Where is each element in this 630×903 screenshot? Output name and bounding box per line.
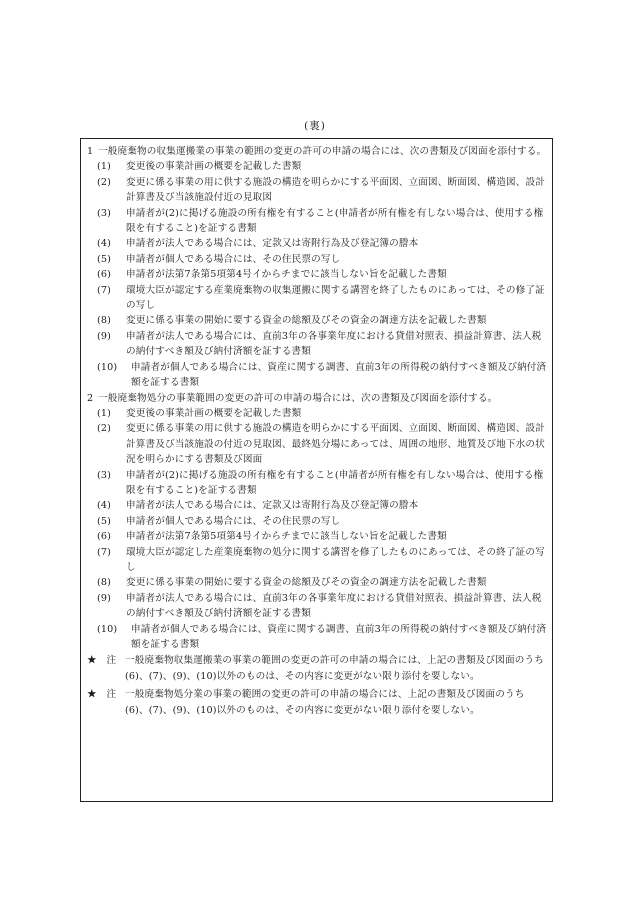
item-text: 環境大臣が認定する産業廃棄物の収集運搬に関する講習を終了したものにあっては、その修了証の写し <box>126 284 545 312</box>
note-marker: ★ 注 <box>87 655 117 667</box>
item-text: 変更に係る事業の開始に要する資金の総額及びその資金の調達方法を記載した書類 <box>126 577 487 589</box>
section-marker: 2 <box>87 392 94 404</box>
section-marker: 1 <box>87 146 94 157</box>
section-text: 一般廃棄物の収集運搬業の事業の範囲の変更の許可の申請の場合には、次の書類及び図面を添付する。 <box>98 146 547 157</box>
item-marker: (2) <box>97 176 112 188</box>
list-item <box>87 529 547 544</box>
list-item <box>87 575 547 590</box>
list-item <box>87 283 547 314</box>
item-text: 申請者が法人である場合には、定款又は寄附行為及び登記簿の謄本 <box>126 238 419 250</box>
item-marker: (10) <box>97 361 118 373</box>
list-item <box>87 159 547 174</box>
list-item <box>87 360 547 391</box>
note-text: 一般廃棄物収集運搬業の事業の範囲の変更の許可の申請の場合には、上記の書類及び図面のうち(6)、(7)、(9)、(10)以外のものは、その内容に変更がない限り添付を要しない。 <box>125 655 544 682</box>
item-text: 変更に係る事業の開始に要する資金の総額及びその資金の調達方法を記載した書類 <box>126 315 487 327</box>
item-text: 変更後の事業計画の概要を記載した書類 <box>126 161 302 173</box>
item-text: 変更に係る事業の用に供する施設の構造を明らかにする平面図、立面図、断面図、構造図、設計計算書及び当該施設付近の見取図 <box>126 176 545 204</box>
list-item <box>87 591 547 622</box>
note-marker: ★ 注 <box>87 689 117 701</box>
document-box <box>80 138 553 802</box>
item-marker: (8) <box>97 577 112 589</box>
item-marker: (1) <box>97 161 112 173</box>
item-marker: (10) <box>97 623 118 635</box>
page-heading: (裏) <box>304 120 326 132</box>
list-item <box>87 622 547 653</box>
section-1-heading <box>87 144 547 159</box>
note-1 <box>87 653 547 684</box>
item-text: 申請者が個人である場合には、その住民票の写し <box>126 515 341 527</box>
item-marker: (5) <box>97 515 112 527</box>
list-item <box>87 267 547 282</box>
item-text: 申請者が法人である場合には、定款又は寄附行為及び登記簿の謄本 <box>126 500 419 512</box>
section-2-heading <box>87 391 547 406</box>
item-text: 申請者が法人である場合には、直前3年の各事業年度における貸借対照表、損益計算書、法人税の納付すべき額及び納付済額を証する書類 <box>126 330 542 358</box>
item-marker: (3) <box>97 469 112 481</box>
list-item <box>87 329 547 360</box>
note-text: 一般廃棄物処分業の事業の範囲の変更の許可の申請の場合には、上記の書類及び図面のうち(6)、(7)、(9)、(10)以外のものは、その内容に変更がない限り添付を要しない。 <box>125 689 525 716</box>
item-marker: (8) <box>97 315 112 327</box>
list-item <box>87 498 547 513</box>
item-marker: (5) <box>97 253 112 265</box>
item-marker: (1) <box>97 407 112 419</box>
list-item <box>87 514 547 529</box>
item-marker: (6) <box>97 531 112 543</box>
item-text: 変更に係る事業の用に供する施設の構造を明らかにする平面図、立面図、断面図、構造図、設計計算書及び当該施設の付近の見取図、最終処分場にあっては、周囲の地形、地質及び地下水の状況を明らかにする書類及び図面 <box>126 423 545 466</box>
item-text: 申請者が個人である場合には、資産に関する調書、直前3年の所得税の納付すべき額及び納付済額を証する書類 <box>131 361 547 389</box>
item-text: 申請者が個人である場合には、資産に関する調書、直前3年の所得税の納付すべき額及び納付済額を証する書類 <box>131 623 547 650</box>
item-marker: (9) <box>97 330 112 342</box>
item-text: 申請者が法第7条第5項第4号イからチまでに該当しない旨を記載した書類 <box>126 531 447 543</box>
list-item <box>87 406 547 421</box>
item-marker: (9) <box>97 592 112 604</box>
list-item <box>87 206 547 237</box>
list-item <box>87 236 547 251</box>
item-marker: (2) <box>97 423 112 435</box>
list-item <box>87 175 547 206</box>
item-marker: (7) <box>97 284 112 296</box>
section-text: 一般廃棄物処分の事業範囲の変更の許可の申請の場合には、次の書類及び図面を添付する。 <box>98 392 498 404</box>
item-text: 申請者が法第7条第5項第4号イからチまでに該当しない旨を記載した書類 <box>126 269 447 281</box>
list-item <box>87 468 547 499</box>
item-text: 申請者が個人である場合には、その住民票の写し <box>126 253 341 265</box>
list-item <box>87 421 547 467</box>
item-text: 申請者が法人である場合には、直前3年の各事業年度における貸借対照表、損益計算書、法人税の納付すべき額及び納付済額を証する書類 <box>126 592 542 620</box>
item-text: 申請者が(2)に掲げる施設の所有権を有すること(申請者が所有権を有しない場合は、使用する権限を有すること)を証する書類 <box>126 469 544 496</box>
list-item <box>87 545 547 576</box>
item-marker: (7) <box>97 546 112 558</box>
item-marker: (3) <box>97 207 112 219</box>
item-text: 変更後の事業計画の概要を記載した書類 <box>126 407 302 419</box>
item-text: 環境大臣が認定した産業廃棄物の処分に関する講習を修了したものにあっては、その終了証の写し <box>126 546 545 573</box>
item-marker: (4) <box>97 238 112 250</box>
list-item <box>87 313 547 328</box>
list-item <box>87 252 547 267</box>
item-text: 申請者が(2)に掲げる施設の所有権を有すること(申請者が所有権を有しない場合は、使用する権限を有すること)を証する書類 <box>126 207 544 235</box>
item-marker: (6) <box>97 269 112 281</box>
item-marker: (4) <box>97 500 112 512</box>
note-2 <box>87 687 547 718</box>
